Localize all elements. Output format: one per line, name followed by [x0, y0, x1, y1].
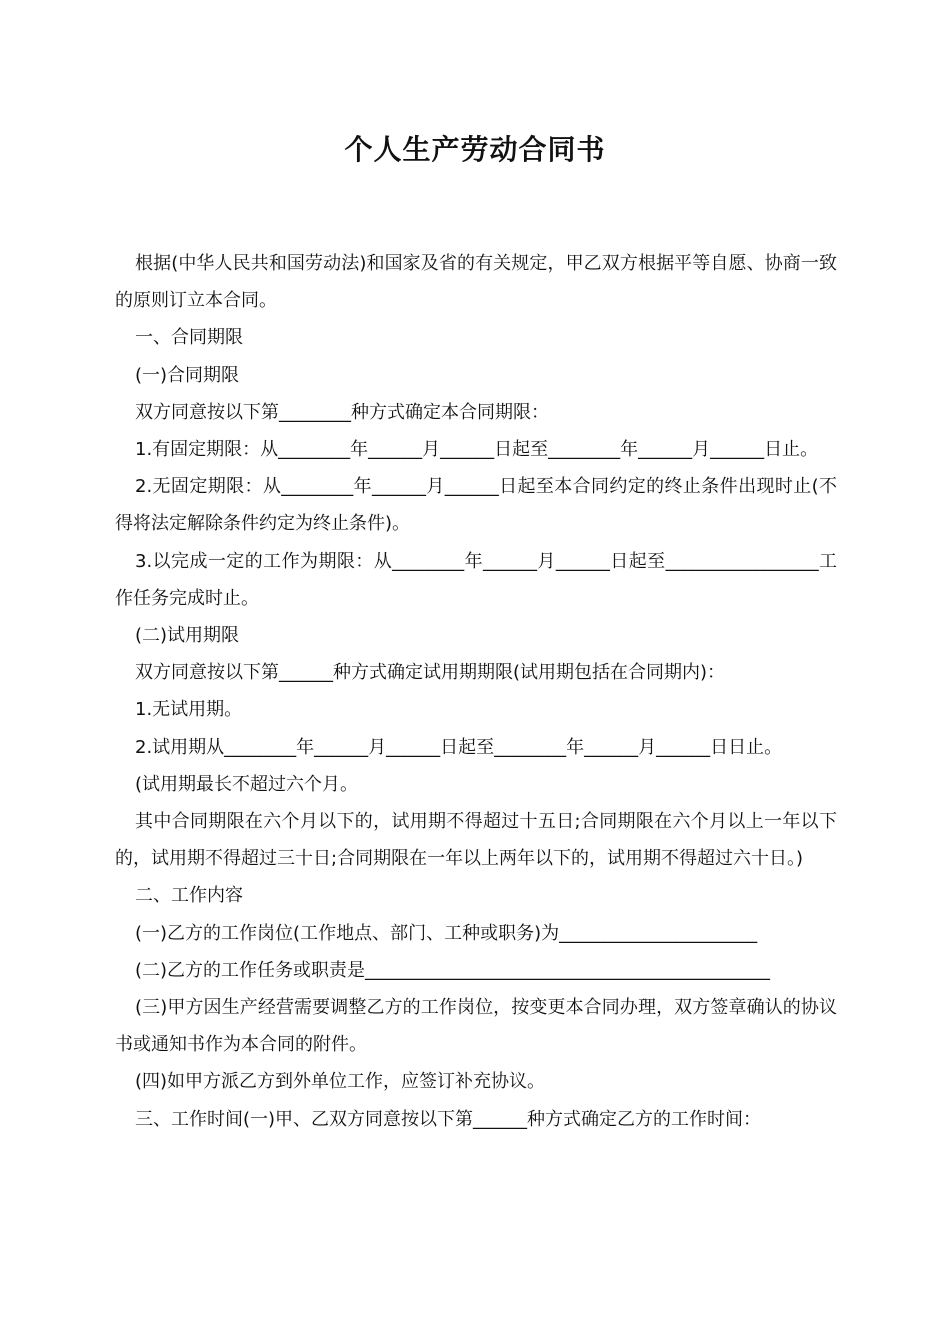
task-term-clause: 3.以完成一定的工作为期限：从________年______月______日起至_________________工作任务完成时止。: [115, 550, 837, 609]
document-body: [115, 245, 837, 1138]
probation-note: (试用期最长不超过六个月。: [135, 773, 359, 795]
open-term-clause: 2.无固定期限：从________年______月______日起至本合同约定的终止条件出现时止(不得将法定解除条件约定为终止条件)。: [115, 476, 837, 535]
external-assignment-clause: (四)如甲方派乙方到外单位工作，应签订补充协议。: [135, 1071, 546, 1093]
probation-limits-paragraph: 其中合同期限在六个月以下的，试用期不得超过十五日;合同期限在六个月以上一年以下的，试用期不得超过三十日;合同期限在一年以上两年以下的，试用期不得超过六十日。): [115, 811, 837, 870]
document-title: 个人生产劳动合同书: [344, 133, 606, 166]
probation-method-paragraph: 双方同意按以下第______种方式确定试用期期限(试用期包括在合同期内)：: [135, 662, 726, 684]
subsection-heading-term: (一)合同期限: [135, 364, 240, 386]
subsection-heading-probation: (二)试用期限: [135, 625, 240, 647]
term-method-paragraph: 双方同意按以下第________种方式确定本合同期限：: [135, 401, 549, 423]
section-heading-term: 一、合同期限: [135, 327, 243, 349]
section-heading-work-time: 三、工作时间(一)甲、乙双方同意按以下第______种方式确定乙方的工作时间：: [135, 1108, 762, 1130]
fixed-term-clause: 1.有固定期限：从________年______月______日起至________年______月______日止。: [135, 439, 819, 461]
preamble-paragraph: 根据(中华人民共和国劳动法)和国家及省的有关规定，甲乙双方根据平等自愿、协商一致的原则订立本合同。: [115, 253, 837, 312]
no-probation-clause: 1.无试用期。: [135, 699, 243, 721]
position-adjustment-clause: (三)甲方因生产经营需要调整乙方的工作岗位，按变更本合同办理，双方签章确认的协议书或通知书作为本合同的附件。: [115, 997, 837, 1056]
section-heading-work-content: 二、工作内容: [135, 885, 243, 907]
work-duties-clause: (二)乙方的工作任务或职责是_____________________________________________: [135, 959, 771, 981]
probation-period-clause: 2.试用期从________年______月______日起至________年______月______日日止。: [135, 736, 783, 758]
work-position-clause: (一)乙方的工作岗位(工作地点、部门、工种或职务)为______________________: [135, 922, 758, 944]
